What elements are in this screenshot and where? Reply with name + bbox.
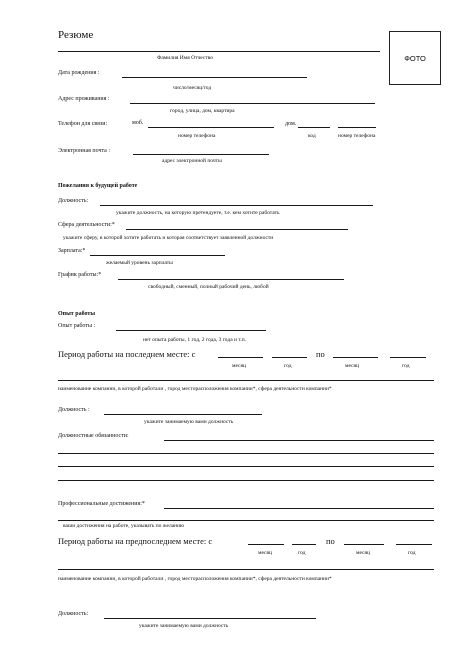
period1-from-year[interactable] (272, 357, 307, 358)
birth-field[interactable] (122, 77, 307, 78)
period2-to-month[interactable] (344, 544, 384, 545)
email-field[interactable] (133, 154, 269, 155)
schedule-hint: свободный, сменный, полный рабочий день, любой (148, 284, 269, 290)
period2-to-year-hint: год (408, 550, 416, 556)
job2-position-field[interactable] (104, 618, 316, 619)
phone-label: Телефон для связи: (58, 121, 108, 127)
birth-hint: число/месяц/год (173, 85, 212, 91)
duties-line-4[interactable] (58, 480, 434, 481)
period1-label: Период работы на последнем месте: с (58, 349, 196, 359)
company2-field[interactable] (58, 569, 434, 570)
period2-from-month-hint: месяц (258, 550, 272, 556)
period1-from-month-hint: месяц (232, 363, 246, 369)
wishes-heading: Пожелания к будущей работе (58, 183, 138, 189)
company1-field[interactable] (58, 380, 434, 381)
birth-label: Дата рождения : (58, 70, 100, 76)
phone-home-hint: номер телефона (338, 133, 376, 139)
period2-to-month-hint: месяц (356, 550, 370, 556)
wish-position-hint: укажите должность, на которую претендуете, т.е. кем хотите работать (116, 210, 280, 216)
duties-line-3[interactable] (58, 466, 434, 467)
phone-code-hint: код (308, 133, 316, 139)
exp-field[interactable] (116, 330, 266, 331)
salary-label: Зарплата:* (58, 248, 86, 254)
schedule-label: График работы:* (58, 272, 102, 278)
sphere-hint: укажите сферу, в которой хотите работать и которая соответствует заявленной должности (63, 235, 274, 241)
achievements-label: Профессиональные достижения:* (58, 501, 145, 507)
achievements-hint: ваши достижения на работе, указывать по желанию (63, 523, 185, 529)
phone-hint: номер телефона (178, 133, 216, 139)
salary-field[interactable] (90, 255, 225, 256)
period1-to-year-hint: год (402, 363, 410, 369)
address-field[interactable] (130, 103, 375, 104)
period2-from-month[interactable] (248, 544, 284, 545)
phone-home-field[interactable] (338, 127, 376, 128)
job2-position-label: Должность: (58, 611, 89, 617)
address-hint: город, улица, дом, квартира (170, 108, 235, 114)
page-title: Резюме (58, 29, 94, 41)
period2-label: Период работы на предпоследнем месте: с (58, 536, 213, 546)
period1-to-month-hint: месяц (345, 363, 359, 369)
phone-mobile-field[interactable] (148, 127, 274, 128)
duties-line-2[interactable] (58, 453, 434, 454)
exp-label: Опыт работы : (58, 323, 96, 329)
period2-from-year[interactable] (292, 544, 316, 545)
job1-position-hint: укажите занимаемую вами должность (144, 419, 234, 425)
achievements-line-1[interactable] (164, 508, 434, 509)
achievements-line-2[interactable] (58, 520, 434, 521)
email-hint: адрес электронной почты (162, 158, 222, 164)
period1-from-year-hint: год (284, 363, 292, 369)
company2-hint: наименование компании, в которой работали , город месторасположения компании*, сфера деятельности компании* (58, 576, 332, 582)
wish-position-label: Должность: (58, 198, 89, 204)
address-label: Адрес проживания : (58, 96, 110, 102)
job1-position-field[interactable] (104, 414, 262, 415)
period1-from-month[interactable] (218, 357, 263, 358)
period2-to-label: по (326, 536, 335, 546)
sphere-label: Сфера деятельности:* (58, 222, 115, 228)
job1-position-label: Должность : (58, 407, 90, 413)
photo-box[interactable] (389, 31, 441, 85)
period2-from-year-hint: год (298, 550, 306, 556)
period2-to-year[interactable] (396, 544, 432, 545)
duties-line-1[interactable] (164, 440, 434, 441)
phone-home-label: дом. (285, 121, 297, 127)
fio-hint: Фамилия Имя Отчество (157, 55, 214, 61)
period1-to-year[interactable] (390, 357, 426, 358)
job2-position-hint: укажите занимаемую вами должность (139, 623, 229, 629)
duties-label: Должностные обязанности: (58, 433, 129, 439)
phone-code-field[interactable] (298, 127, 330, 128)
sphere-field[interactable] (126, 229, 348, 230)
wish-position-field[interactable] (100, 205, 373, 206)
salary-hint: желаемый уровень зарплаты (106, 260, 173, 266)
company1-hint: наименование компании, в которой работали , город месторасположения компании*, сфера деятельности компании* (58, 386, 332, 392)
period1-to-month[interactable] (333, 357, 378, 358)
period1-to-label: по (316, 349, 325, 359)
email-label: Электронная почта : (58, 148, 111, 154)
photo-label: ФОТО (404, 53, 426, 63)
exp-hint: нет опыта работы, 1 год, 2 года, 3 года и т.п. (143, 337, 247, 343)
phone-mob-label: моб. (132, 120, 144, 126)
fio-field[interactable] (58, 51, 380, 52)
schedule-field[interactable] (118, 279, 344, 280)
experience-heading: Опыт работы (58, 311, 96, 317)
